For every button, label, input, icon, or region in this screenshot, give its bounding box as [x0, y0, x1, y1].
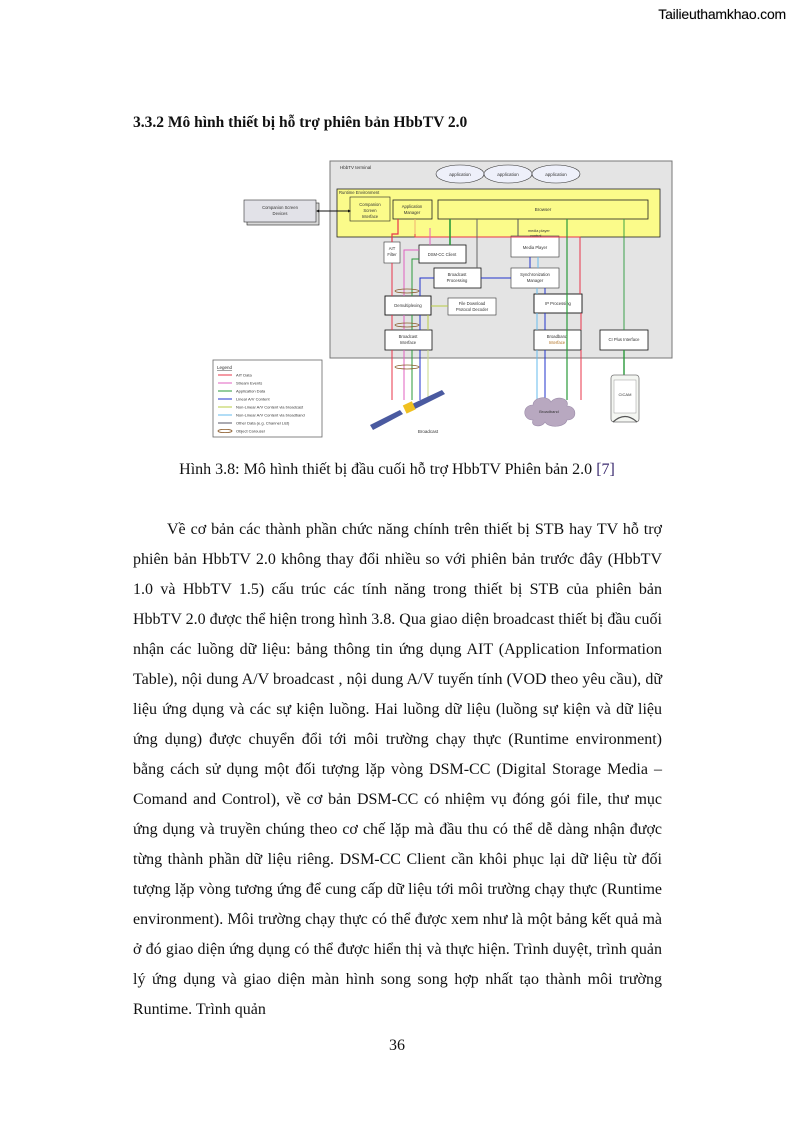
svg-text:Linear A/V Content: Linear A/V Content [236, 396, 270, 402]
svg-text:CI Plus Interface: CI Plus Interface [608, 337, 640, 342]
cicam-card-icon [611, 375, 639, 422]
svg-text:Companion: Companion [359, 202, 381, 207]
watermark: Tailieuthamkhao.com [658, 6, 786, 22]
page-number: 36 [389, 1037, 405, 1054]
broadband-cloud-icon [525, 398, 575, 427]
svg-text:Legend: Legend [217, 365, 233, 370]
svg-text:AIT: AIT [388, 246, 396, 251]
svg-text:control: control [530, 234, 542, 238]
svg-text:Application: Application [401, 204, 423, 209]
svg-text:Media Player: Media Player [522, 245, 548, 250]
satellite-icon [370, 390, 445, 434]
svg-text:Broadcast: Broadcast [417, 429, 439, 434]
body-paragraph: Về cơ bản các thành phần chức năng chính trên thiết bị STB hay TV hỗ trợ phiên bản HbbTV 2.0 không thay đổi nhiều so với phiên bản trước đây (HbbTV 1.0 và HbbTV 1.5) cấu trúc các tính năng trong thiết bị STB của phiên bản HbbTV 2.0 được thể hiện trong hình 3.8. Qua giao diện broadcast thiết bị đầu cuối nhận các luồng dữ liệu: bảng thông tin ứng dụng AIT (Application Information Table), nội dung A/V broadcast , nội dung A/V tuyến tính (VOD theo yêu cầu), dữ liệu ứng dụng và các sự kiện luồng. Hai luồng dữ liệu (luồng sự kiện và dữ liệu ứng dụng) được chuyển đổi tới môi trường chạy thực (Runtime environment) bằng cách sử dụng một đối tượng lặp vòng DSM-CC (Digital Storage Media – Comand and Control), về cơ bản DSM-CC có nhiệm vụ đóng gói file, thư mục ứng dụng và truyền chúng theo cơ chế lặp mà đầu thu có thể dễ dàng nhận được từng thành phần dữ liệu riêng. DSM-CC Client cần khôi phục lại dữ liệu từ đối tượng lặp vòng tương ứng để cung cấp dữ liệu tới môi trường chạy thực (Runtime environment). Môi trường chạy thực có thể được xem như là một bảng kết quả mà ở đó giao diện ứng dụng có thể được hiển thị và thực hiện. Trình duyệt, trình quản lý ứng dụng và giao diện màn hình song song hợp nhất tạo thành môi trường Runtime. Trình quản [133, 521, 662, 1018]
svg-text:Processing: Processing [446, 278, 468, 283]
diagram-legend [213, 360, 322, 437]
svg-text:CICAM: CICAM [618, 392, 632, 397]
svg-text:Manager: Manager [403, 210, 421, 215]
svg-text:Broadcast: Broadcast [447, 272, 467, 277]
svg-text:Broadband: Broadband [539, 409, 559, 414]
svg-text:AIT Data: AIT Data [236, 372, 252, 378]
svg-text:Other Data (e.g. Channel List): Other Data (e.g. Channel List) [236, 420, 290, 426]
svg-text:application: application [545, 172, 567, 177]
svg-text:DSM-CC Client: DSM-CC Client [427, 252, 457, 257]
application-ovals [436, 165, 580, 183]
svg-text:Interface: Interface [548, 340, 566, 345]
terminal-label: HbbTV terminal [340, 165, 372, 170]
svg-text:application: application [497, 172, 519, 177]
svg-text:Non-Linear A/V Content via bro: Non-Linear A/V Content via broadcast [236, 404, 304, 410]
svg-text:Interface: Interface [361, 214, 379, 219]
hbbtv-architecture-figure [0, 0, 794, 450]
svg-text:Broadband: Broadband [546, 334, 568, 339]
svg-text:Companion Screen: Companion Screen [262, 205, 298, 210]
svg-text:Non-Linear A/V Content via bro: Non-Linear A/V Content via broadband [236, 412, 305, 418]
svg-text:Screen: Screen [363, 208, 377, 213]
svg-text:Protocol Decoder: Protocol Decoder [455, 307, 489, 312]
svg-text:Demultiplexing: Demultiplexing [394, 303, 422, 308]
runtime-environment [337, 189, 660, 237]
svg-text:application: application [449, 172, 471, 177]
svg-text:Devices: Devices [272, 211, 288, 216]
svg-text:Runtime Environment: Runtime Environment [339, 190, 380, 195]
svg-text:Browser: Browser [534, 207, 552, 212]
svg-text:Object Carousel: Object Carousel [236, 428, 265, 434]
caption-reference-link[interactable]: [7] [596, 461, 615, 478]
svg-text:IP Processing: IP Processing [545, 301, 571, 306]
caption-text: Hình 3.8: Mô hình thiết bị đầu cuối hỗ trợ HbbTV Phiên bản 2.0 [179, 461, 597, 478]
svg-text:Interface: Interface [399, 340, 417, 345]
svg-text:Broadcast: Broadcast [398, 334, 418, 339]
svg-text:Filter: Filter [387, 252, 397, 257]
svg-text:Application Data: Application Data [236, 388, 266, 394]
svg-text:Synchronization: Synchronization [520, 272, 550, 277]
section-heading: 3.3.2 Mô hình thiết bị hỗ trợ phiên bản HbbTV 2.0 [133, 114, 468, 131]
svg-text:media player: media player [528, 229, 550, 233]
svg-text:Manager: Manager [526, 278, 544, 283]
svg-text:File Download: File Download [458, 301, 486, 306]
svg-text:Stream Events: Stream Events [236, 380, 263, 386]
figure-caption [0, 461, 794, 479]
